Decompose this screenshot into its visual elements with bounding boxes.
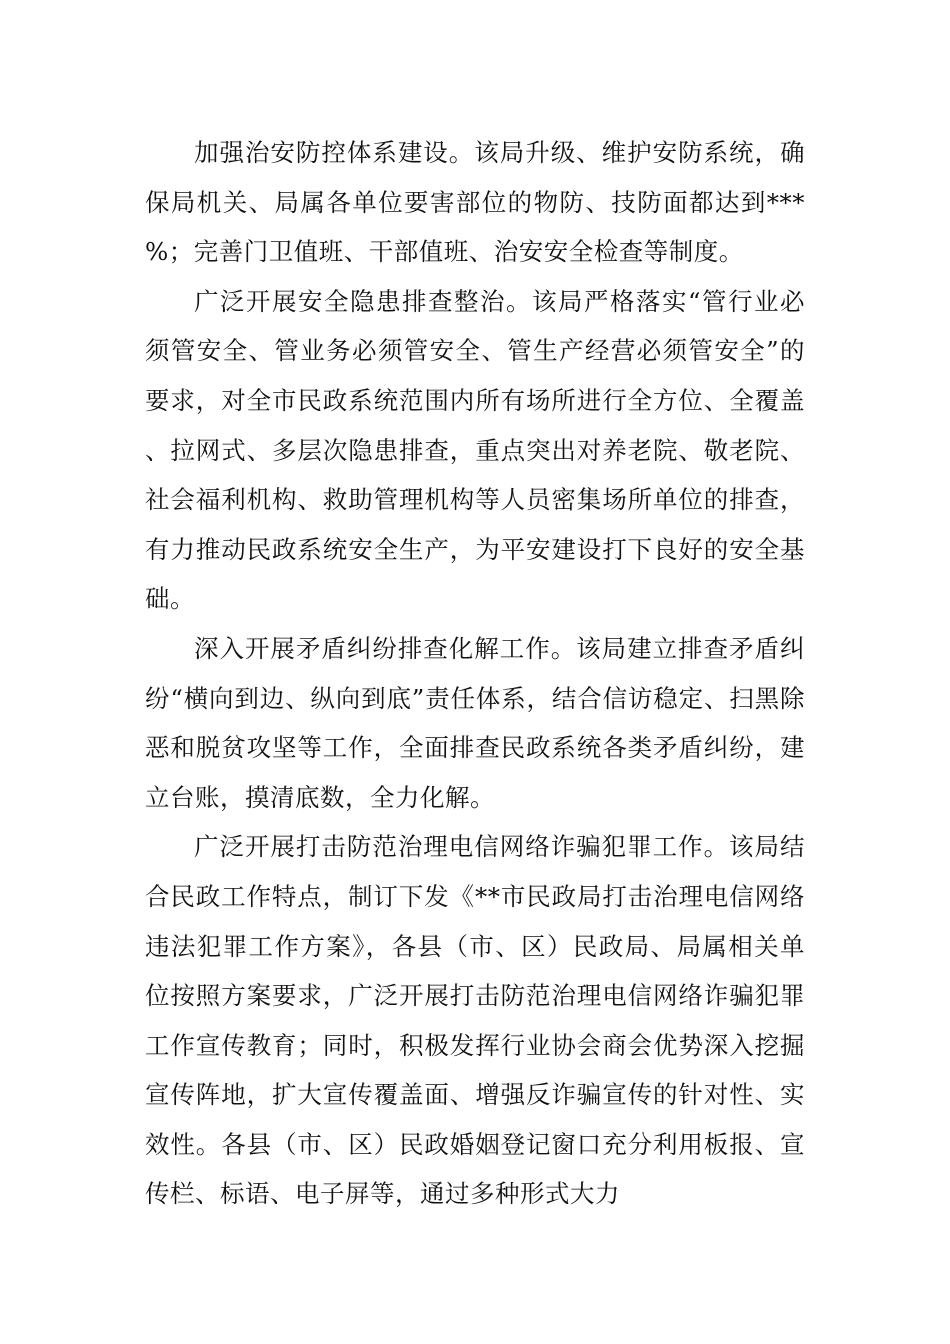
paragraph-telecom-fraud: 广泛开展打击防范治理电信网络诈骗犯罪工作。该局结合民政工作特点，制订下发《**市民政局打击治理电信网络违法犯罪工作方案》，各县（市、区）民政局、局属相关单位按照方案要求，广泛开展打击防范治理电信网络诈骗犯罪工作宣传教育；同时，积极发挥行业协会商会优势深入挖掘宣传阵地，扩大宣传覆盖面、增强反诈骗宣传的针对性、实效性。各县（市、区）民政婚姻登记窗口充分利用板报、宣传栏、标语、电子屏等，通过多种形式大力 xyxy=(145,832,805,1209)
paragraph-security-system: 加强治安防控体系建设。该局升级、维护安防系统，确保局机关、局属各单位要害部位的物防、技防面都达到***%；完善门卫值班、干部值班、治安安全检查等制度。 xyxy=(145,138,805,267)
document-body xyxy=(145,128,805,1219)
paragraph-hazard-inspection: 广泛开展安全隐患排查整治。该局严格落实“管行业必须管安全、管业务必须管安全、管生产经营必须管安全”的要求，对全市民政系统范围内所有场所进行全方位、全覆盖、拉网式、多层次隐患排查，重点突出对养老院、敬老院、社会福利机构、救助管理机构等人员密集场所单位的排查，有力推动民政系统安全生产，为平安建设打下良好的安全基础。 xyxy=(145,286,805,614)
paragraph-dispute-resolution: 深入开展矛盾纠纷排查化解工作。该局建立排查矛盾纠纷“横向到边、纵向到底”责任体系，结合信访稳定、扫黑除恶和脱贫攻坚等工作，全面排查民政系统各类矛盾纠纷，建立台账，摸清底数，全力化解。 xyxy=(145,633,805,812)
